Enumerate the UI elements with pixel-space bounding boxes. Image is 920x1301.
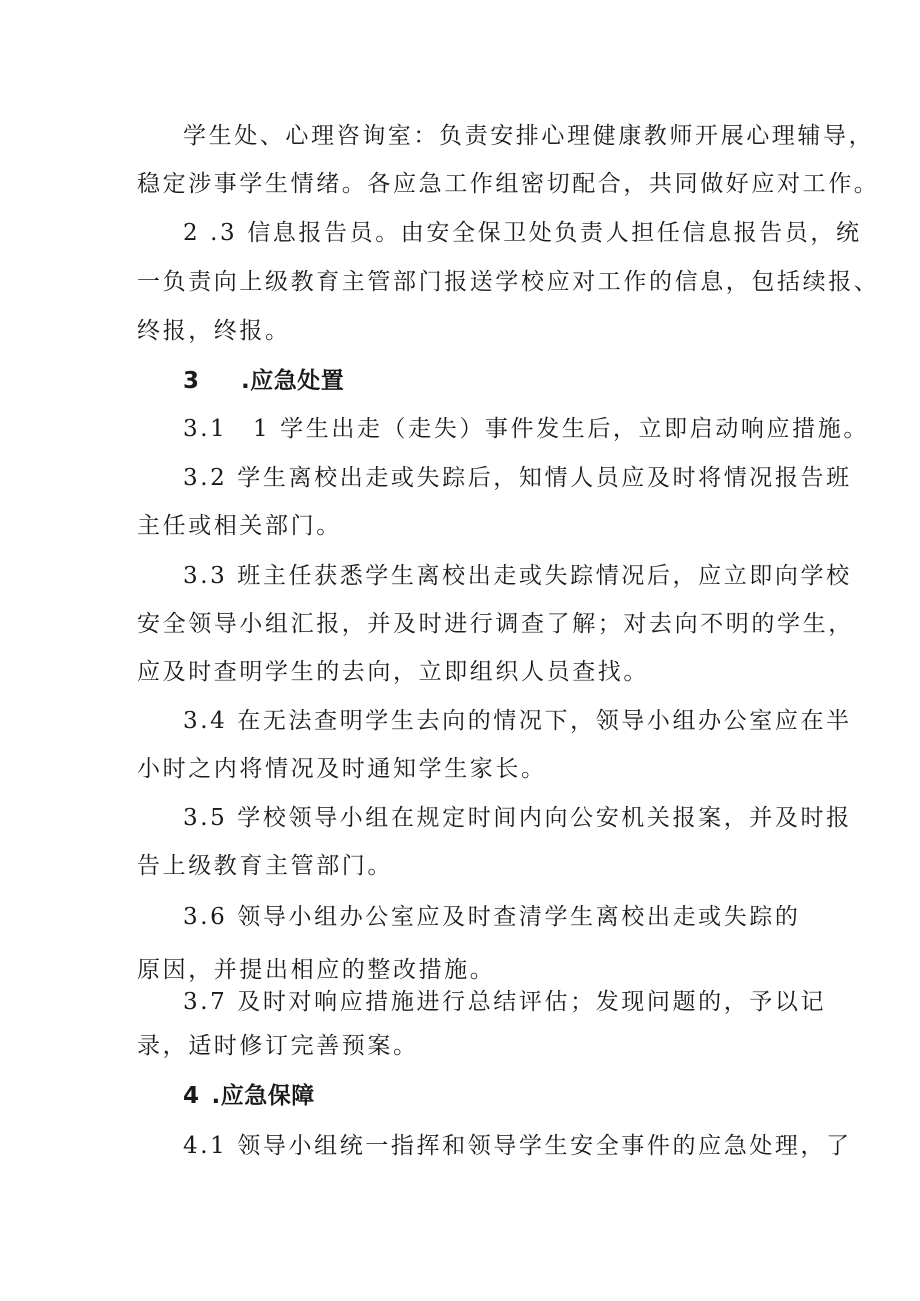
text-line: 稳定涉事学生情绪。各应急工作组密切配合，共同做好应对工作。 <box>137 171 880 197</box>
section-number: 3 <box>183 368 200 394</box>
text-line: 一负责向上级教育主管部门报送学校应对工作的信息，包括续报、 <box>137 269 880 295</box>
text-line: 3.6 领导小组办公室应及时查清学生离校出走或失踪的 <box>183 904 801 930</box>
text-line: 3.7 及时对响应措施进行总结评估；发现问题的，予以记 <box>183 989 827 1015</box>
text-line: 原因，并提出相应的整改措施。 <box>137 957 496 983</box>
text-line: 3.1 1 学生出走（走失）事件发生后，立即启动响应措施。 <box>183 416 869 442</box>
section-heading-4 <box>183 1081 315 1111</box>
text-line: 告上级教育主管部门。 <box>137 853 393 879</box>
text-line: 安全领导小组汇报，并及时进行调查了解；对去向不明的学生， <box>137 611 854 637</box>
text-line: 学生处、心理咨询室：负责安排心理健康教师开展心理辅导， <box>183 123 875 149</box>
section-heading-3 <box>183 366 344 396</box>
text-line: 3.5 学校领导小组在规定时间内向公安机关报案，并及时报 <box>183 805 852 831</box>
text-line: 2 .3 信息报告员。由安全保卫处负责人担任信息报告员，统 <box>183 220 862 246</box>
text-line: 3.4 在无法查明学生去向的情况下，领导小组办公室应在半 <box>183 708 852 734</box>
text-line: 录，适时修订完善预案。 <box>137 1033 419 1059</box>
text-line: 3.3 班主任获悉学生离校出走或失踪情况后，应立即向学校 <box>183 563 852 589</box>
text-line: 3.2 学生离校出走或失踪后，知情人员应及时将情况报告班 <box>183 465 852 491</box>
section-number: 4 <box>183 1083 200 1109</box>
text-line: 应及时查明学生的去向，立即组织人员查找。 <box>137 659 649 685</box>
text-line: 小时之内将情况及时通知学生家长。 <box>137 756 547 782</box>
text-line: 主任或相关部门。 <box>137 513 342 539</box>
text-line: 终报，终报。 <box>137 318 291 344</box>
section-title: .应急处置 <box>241 368 345 394</box>
section-title: .应急保障 <box>211 1083 315 1109</box>
text-line: 4.1 领导小组统一指挥和领导学生安全事件的应急处理，了 <box>183 1133 852 1159</box>
